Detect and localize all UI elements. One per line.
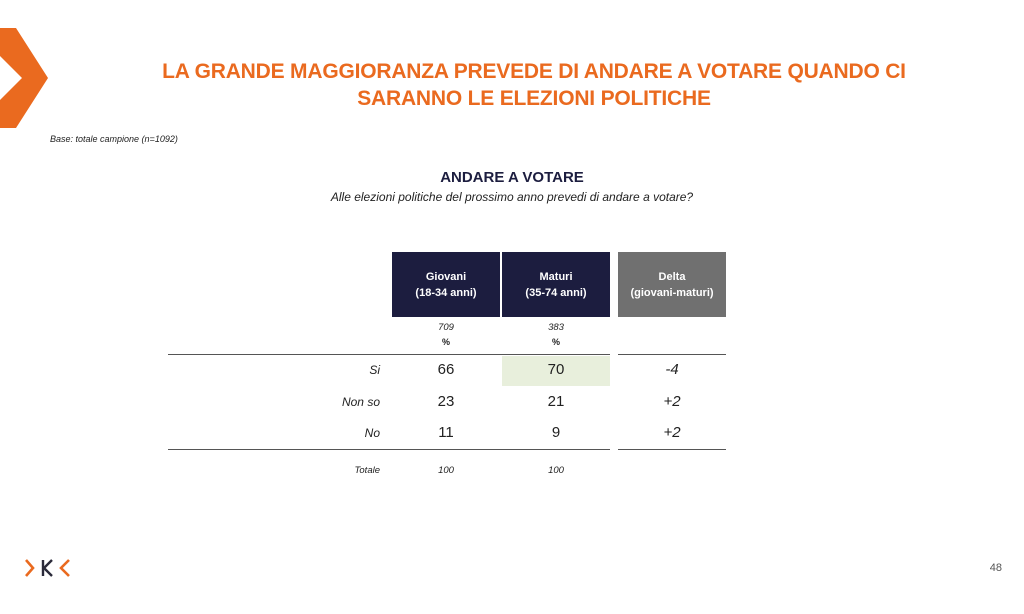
base-count-giovani-unit: %: [441, 337, 450, 347]
cell-no-maturi: 9: [551, 424, 561, 441]
cell-si-maturi: 70: [547, 361, 565, 378]
row-label-si: Si: [369, 363, 380, 377]
k-logo-icon: [24, 557, 72, 579]
page-number: 48: [989, 562, 1002, 574]
base-count-giovani: [392, 320, 500, 350]
column-header-delta-desc: (giovani-maturi): [630, 286, 714, 299]
section-title: ANDARE A VOTARE: [440, 169, 584, 186]
cell-non-so-maturi: 21: [547, 393, 565, 410]
column-header-giovani-label: Giovani: [425, 270, 467, 283]
section-question: Alle elezioni politiche del prossimo anno prevedi di andare a votare?: [330, 190, 694, 204]
base-count-maturi-unit: %: [551, 337, 560, 347]
table-bottom-rule: [168, 449, 610, 450]
cell-non-so-giovani: 23: [437, 393, 455, 410]
orange-chevron-icon: [0, 28, 48, 128]
page-title-line-1: LA GRANDE MAGGIORANZA PREVEDE DI ANDARE A VOTARE QUANDO CI: [162, 60, 906, 83]
column-header-delta: [618, 252, 726, 317]
cell-non-so-delta: +2: [663, 393, 681, 410]
column-header-maturi: [502, 252, 610, 317]
page-title-line-2: SARANNO LE ELEZIONI POLITICHE: [357, 87, 711, 110]
table-top-rule-delta: [618, 354, 726, 355]
row-label-non-so: Non so: [341, 395, 380, 409]
base-count-giovani-value: 709: [438, 322, 454, 333]
table-top-rule: [168, 354, 610, 355]
column-header-giovani: [392, 252, 500, 317]
total-maturi: 100: [548, 465, 564, 476]
row-label-totale: Totale: [354, 465, 380, 476]
base-count-maturi-value: 383: [548, 322, 564, 333]
cell-si-giovani: 66: [437, 361, 455, 378]
column-header-giovani-range: (18-34 anni): [415, 286, 477, 299]
total-giovani: 100: [438, 465, 454, 476]
table-bottom-rule-delta: [618, 449, 726, 450]
row-label-no: No: [364, 426, 380, 440]
cell-si-delta: -4: [665, 361, 679, 378]
cell-no-giovani: 11: [438, 424, 454, 441]
column-header-delta-label: Delta: [658, 270, 686, 283]
base-count-maturi: [502, 320, 610, 350]
page-title: [100, 58, 968, 112]
column-header-maturi-range: (35-74 anni): [525, 286, 587, 299]
cell-no-delta: +2: [663, 424, 681, 441]
base-note: Base: totale campione (n=1092): [50, 134, 178, 144]
column-header-maturi-label: Maturi: [539, 270, 573, 283]
